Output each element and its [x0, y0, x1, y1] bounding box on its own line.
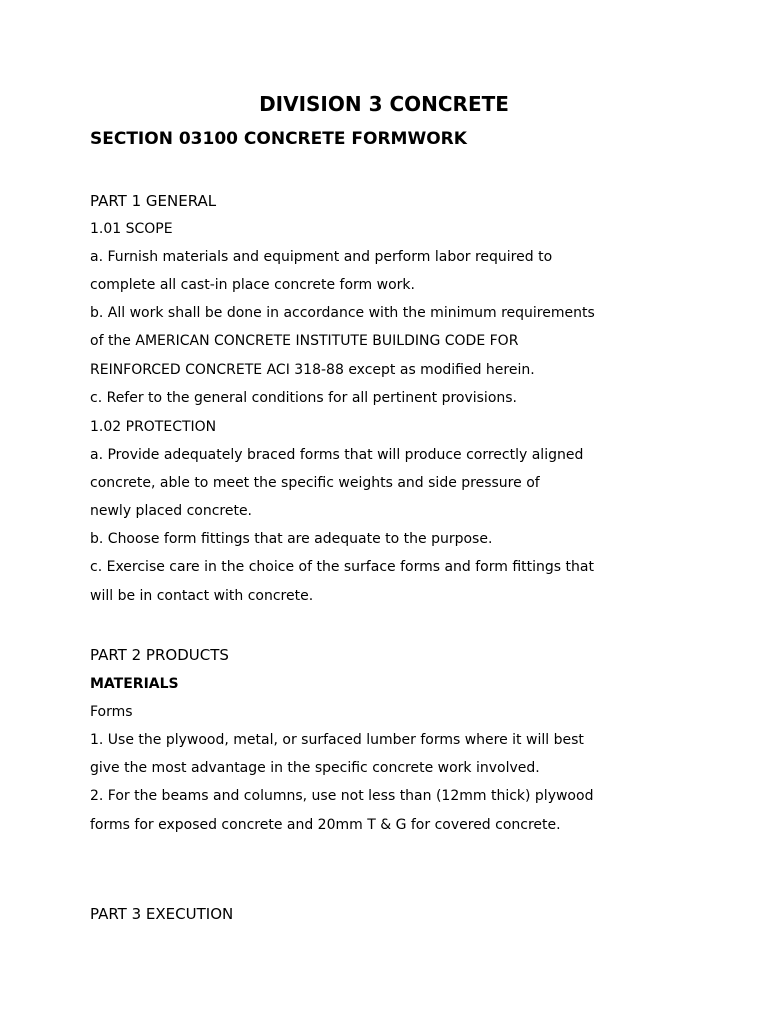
protection-line: concrete, able to meet the specific weights and side pressure of — [90, 475, 540, 491]
forms-line: forms for exposed concrete and 20mm T & G for covered concrete. — [90, 817, 561, 833]
scope-line: c. Refer to the general conditions for all pertinent provisions. — [90, 390, 518, 406]
materials-heading: MATERIALS — [90, 676, 179, 692]
document-title: DIVISION 3 CONCRETE — [259, 92, 509, 116]
protection-line: newly placed concrete. — [90, 503, 253, 519]
forms-label: Forms — [90, 704, 133, 720]
scope-line: b. All work shall be done in accordance with the minimum requirements — [90, 305, 595, 321]
part1-heading: PART 1 GENERAL — [90, 192, 217, 210]
part2-heading: PART 2 PRODUCTS — [90, 646, 229, 664]
forms-line: 1. Use the plywood, metal, or surfaced lumber forms where it will best — [90, 732, 584, 748]
part3-heading: PART 3 EXECUTION — [90, 905, 234, 923]
protection-line: b. Choose form fittings that are adequate to the purpose. — [90, 531, 493, 547]
forms-line: 2. For the beams and columns, use not less than (12mm thick) plywood — [90, 788, 594, 804]
scope-line: a. Furnish materials and equipment and perform labor required to — [90, 249, 553, 265]
protection-line: c. Exercise care in the choice of the surface forms and form fittings that — [90, 559, 594, 575]
scope-line: of the AMERICAN CONCRETE INSTITUTE BUILDING CODE FOR — [90, 333, 519, 349]
scope-line: complete all cast-in place concrete form work. — [90, 277, 415, 293]
scope-line: REINFORCED CONCRETE ACI 318-88 except as modified herein. — [90, 362, 535, 378]
protection-heading: 1.02 PROTECTION — [90, 419, 217, 435]
protection-line: a. Provide adequately braced forms that will produce correctly aligned — [90, 447, 584, 463]
protection-line: will be in contact with concrete. — [90, 588, 314, 604]
section-heading: SECTION 03100 CONCRETE FORMWORK — [90, 129, 467, 149]
scope-heading: 1.01 SCOPE — [90, 221, 173, 237]
forms-line: give the most advantage in the specific concrete work involved. — [90, 760, 540, 776]
